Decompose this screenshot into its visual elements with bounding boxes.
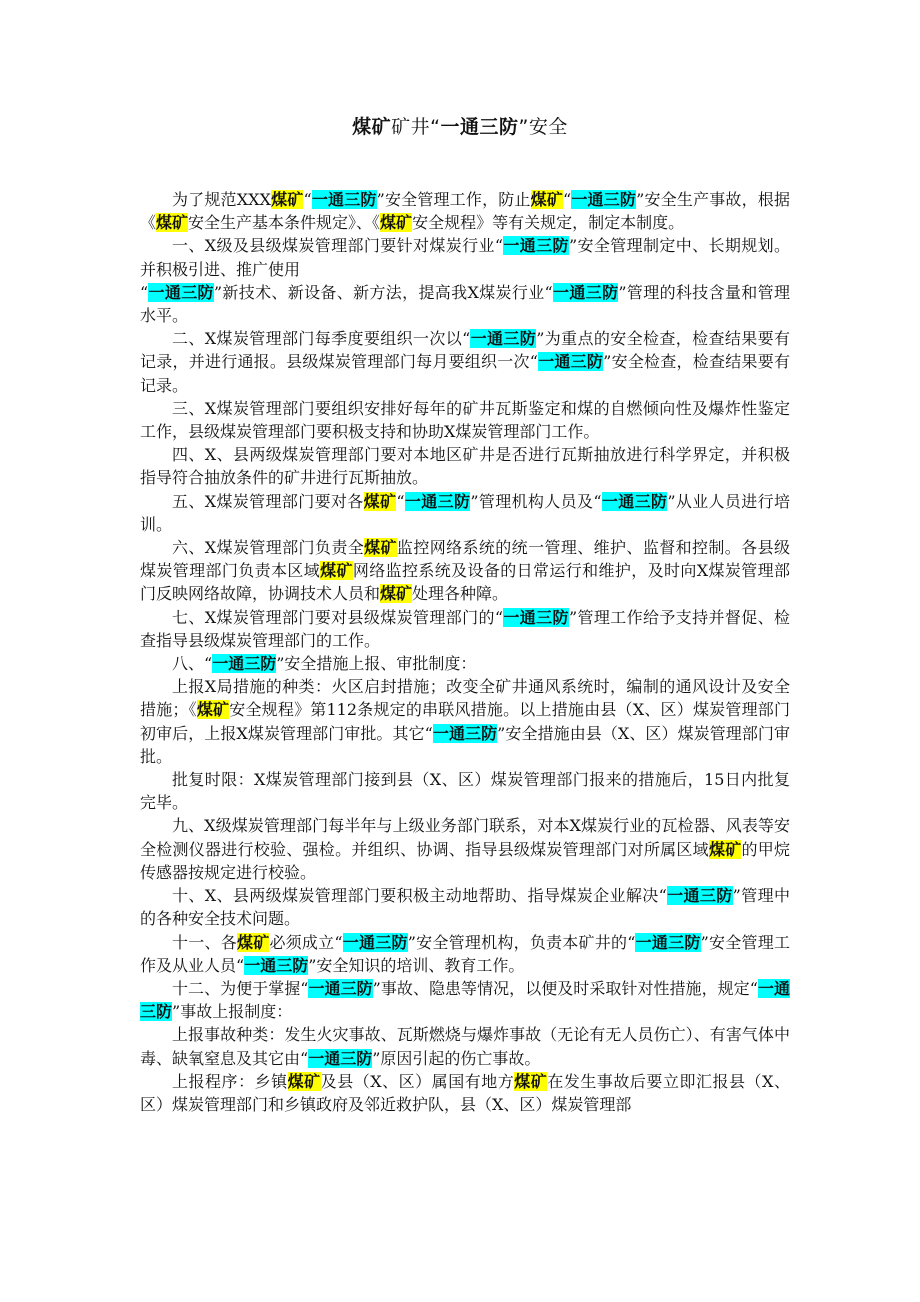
text-segment: 上报程序：乡镇	[172, 1071, 288, 1091]
highlight-yellow: 煤矿	[514, 1071, 548, 1091]
highlight-cyan: 一通三防	[552, 282, 619, 302]
highlight-yellow: 煤矿	[363, 491, 397, 511]
text-segment: ”管理机构人员及“	[470, 491, 602, 511]
highlight-yellow: 煤矿	[364, 538, 397, 558]
highlight-cyan: 一通三防	[212, 654, 277, 674]
highlight-cyan: 一通三防	[635, 932, 701, 952]
highlight-cyan: 一通三防	[432, 723, 498, 743]
text-segment: ”安全知识的培训、教育工作。	[308, 955, 525, 975]
highlight-cyan: 一通三防	[571, 190, 637, 209]
text-segment: ”原因引起的伤亡事故。	[372, 1048, 541, 1068]
highlight-cyan: 一通三防	[148, 282, 214, 302]
highlight-cyan: 一通三防	[503, 607, 569, 627]
highlight-cyan: 一通三防	[537, 352, 604, 372]
text-segment: ”管理的科技含量和管理水平。	[140, 282, 790, 326]
text-segment: ”事故上报制度：	[172, 1002, 293, 1022]
text-segment: ”安全管理制定中、长期规划。并积极引进、推广使用	[140, 236, 790, 279]
highlight-cyan: 一通三防	[244, 955, 309, 975]
text-segment: 必须成立“	[269, 932, 343, 952]
title-bold-segment: 一通三防	[440, 116, 519, 138]
paragraph	[140, 188, 790, 234]
highlight-yellow: 煤矿	[320, 561, 353, 581]
highlight-cyan: 一通三防	[311, 190, 377, 209]
document-body	[140, 188, 790, 1116]
text-segment: ”新技术、新设备、新方法，提高我X煤炭行业“	[213, 282, 553, 302]
text-segment: ”安全管理机构，负责本矿井的“	[407, 932, 636, 952]
text-segment: 十二、为便于掌握“	[172, 978, 309, 998]
text-segment: 九、X级煤炭管理部门每半年与上级业务部门联系，对本X煤炭行业的瓦检器、风表等安全检测仪器进行校验、强检。并组织、协调、指导县级煤炭管理部门对所属区域	[140, 816, 790, 859]
text-segment: “	[140, 282, 149, 302]
text-segment: ”安全措施上报、审批制度：	[276, 654, 477, 674]
highlight-yellow: 煤矿	[380, 584, 413, 604]
text-segment: “	[396, 491, 405, 511]
text-segment: ”管理工作给予支持并督促、检查指导县级煤炭管理部门的工作。	[140, 607, 790, 650]
text-segment: “	[303, 190, 312, 209]
text-segment: 为了规范XXX	[172, 190, 271, 209]
text-segment: 五、X煤炭管理部门要对各	[172, 491, 364, 511]
text-segment: ”安全生产事故，根据《	[140, 190, 790, 233]
highlight-cyan: 一通三防	[342, 932, 408, 952]
paragraph	[140, 327, 790, 397]
text-segment: ”安全管理工作，防止	[376, 190, 531, 209]
highlight-yellow: 煤矿	[156, 213, 189, 233]
paragraph	[140, 814, 790, 884]
text-segment: 及县（X、区）属国有地方	[320, 1071, 515, 1091]
text-segment: 上报事故种类：发生火灾事故、瓦斯燃烧与爆炸事故（无论有无人员伤亡）、有害气体中毒、缺氧窒息及其它由“	[140, 1025, 790, 1068]
text-segment: 六、X煤炭管理部门负责全	[172, 538, 365, 558]
paragraph	[140, 397, 790, 443]
highlight-yellow: 煤矿	[236, 932, 270, 952]
title-segment: 矿井“	[391, 116, 441, 138]
text-segment: 在发生事故后要立即汇报县（X、区）煤炭管理部门和乡镇政府及邻近救护队，县（X、区）煤炭管理部	[140, 1071, 790, 1114]
highlight-yellow: 煤矿	[708, 839, 742, 859]
highlight-cyan: 一通三防	[601, 491, 668, 511]
title-segment: ”安全	[518, 116, 568, 138]
text-segment: 安全规程》等有关规定，制定本制度。	[412, 213, 685, 233]
paragraph	[140, 536, 790, 606]
text-segment: 上报X局措施的种类：火区启封措施；改变全矿井通风系统时，编制的通风设计及安全措施；《	[140, 677, 790, 720]
text-segment: 网络监控系统及设备的日常运行和维护，及时向X煤炭管理部门反映网络故障，协调技术人员和	[140, 561, 790, 604]
paragraph	[140, 768, 790, 814]
highlight-yellow: 煤矿	[287, 1071, 321, 1091]
highlight-cyan: 一通三防	[470, 329, 537, 349]
highlight-cyan: 一通三防	[308, 978, 373, 998]
text-segment: 安全生产基本条件规定》、《	[188, 213, 381, 233]
highlight-yellow: 煤矿	[196, 700, 230, 720]
paragraph	[140, 977, 790, 1023]
text-segment: 三、X煤炭管理部门要组织安排好每年的矿井瓦斯鉴定和煤的自燃倾向性及爆炸性鉴定工作，县级煤炭管理部门要积极支持和协助X煤炭管理部门工作。	[140, 398, 790, 442]
paragraph	[140, 931, 790, 977]
highlight-cyan: 一通三防	[666, 886, 733, 906]
text-segment: 的甲烷传感器按规定进行校验。	[140, 839, 790, 882]
highlight-yellow: 煤矿	[380, 213, 413, 233]
text-segment: 批复时限：X煤炭管理部门接到县（X、区）煤炭管理部门报来的措施后，15日内批复完毕。	[140, 770, 790, 813]
text-segment: 二、X煤炭管理部门每季度要组织一次以“	[172, 329, 471, 349]
text-segment: 监控网络系统的统一管理、维护、监督和控制。各县级煤炭管理部门负责本区域	[140, 538, 790, 581]
highlight-cyan: 一通三防	[503, 236, 569, 256]
paragraph	[140, 606, 790, 652]
text-segment: ”为重点的安全检查，检查结果要有记录，并进行通报。县级煤炭管理部门每月要组织一次“	[140, 329, 790, 372]
paragraph	[140, 234, 790, 280]
text-segment: ”安全检查，检查结果要有记录。	[140, 352, 790, 395]
paragraph	[140, 652, 790, 675]
text-segment: ”事故、隐患等情况，以便及时采取针对性措施，规定“	[372, 978, 758, 998]
text-segment: 七、X煤炭管理部门要对县级煤炭管理部门的“	[172, 607, 504, 627]
paragraph	[140, 490, 790, 536]
text-segment: 八、“	[172, 654, 213, 674]
text-segment: 四、X、县两级煤炭管理部门要对本地区矿井是否进行瓦斯抽放进行科学界定，并积极指导符合抽放条件的矿井进行瓦斯抽放。	[140, 445, 790, 488]
highlight-yellow: 煤矿	[270, 190, 304, 209]
text-segment: ”安全措施由县（X、区）煤炭管理部门审批。	[140, 723, 790, 766]
text-segment: “	[563, 190, 572, 209]
highlight-cyan: 一通三防	[404, 491, 471, 511]
paragraph	[140, 281, 790, 327]
title-bold-segment: 煤矿	[352, 116, 392, 138]
highlight-cyan: 一通三防	[308, 1048, 373, 1068]
text-segment: 安全规程》第112条规定的串联风措施。以上措施由县（X、区）煤炭管理部门初审后，上报X煤炭管理部门审批。其它“	[140, 700, 790, 743]
text-segment: 一、X级及县级煤炭管理部门要针对煤炭行业“	[172, 236, 504, 256]
document-title	[0, 112, 920, 139]
highlight-yellow: 煤矿	[530, 190, 563, 209]
paragraph	[140, 675, 790, 768]
text-segment: ”从业人员进行培训。	[140, 491, 790, 534]
highlight-cyan: 一通三防	[140, 978, 790, 1022]
paragraph	[140, 443, 790, 489]
paragraph	[140, 884, 790, 930]
text-segment: 十一、各	[172, 932, 237, 952]
text-segment: 处理各种障。	[412, 584, 509, 604]
text-segment: ”安全管理工作及从业人员“	[140, 932, 790, 975]
text-segment: 十、X、县两级煤炭管理部门要积极主动地帮助、指导煤炭企业解决“	[172, 886, 667, 906]
text-segment: ”管理中的各种安全技术问题。	[140, 886, 790, 929]
paragraph	[140, 1070, 790, 1116]
paragraph	[140, 1023, 790, 1069]
